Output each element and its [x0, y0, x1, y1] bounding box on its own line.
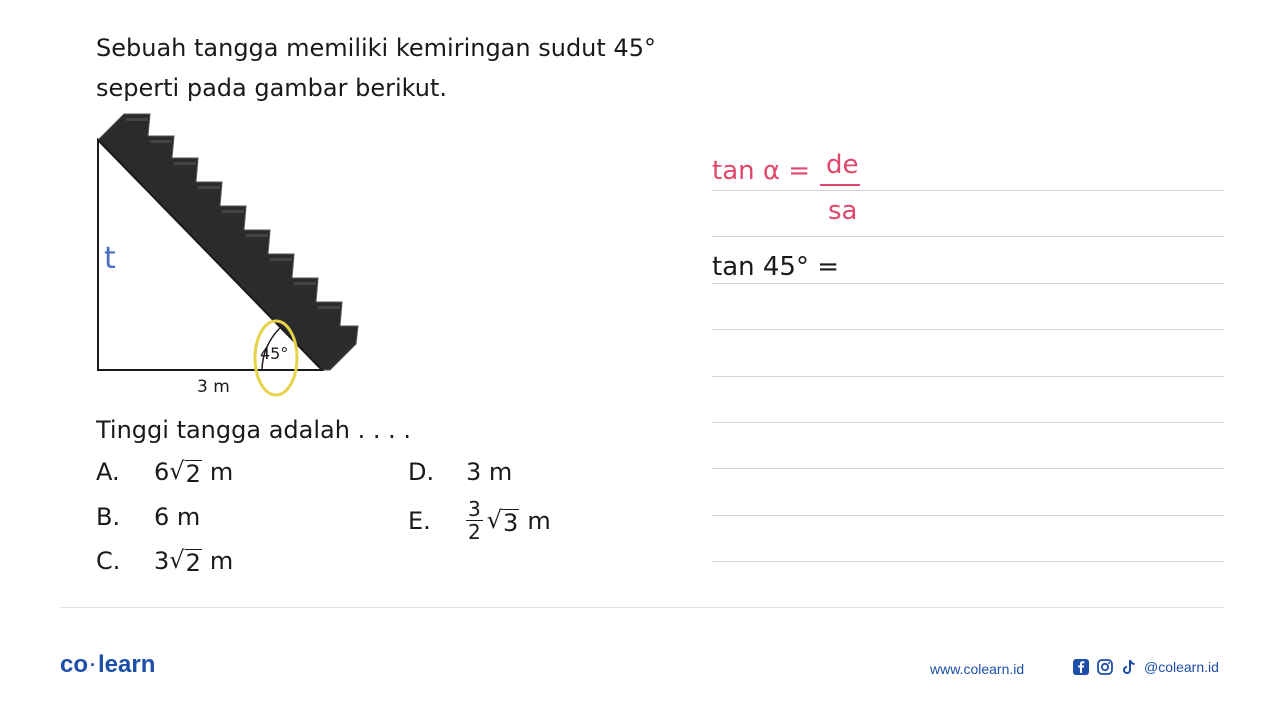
option-e-unit: m [527, 506, 551, 535]
option-c-unit: m [209, 547, 234, 575]
option-a[interactable] [96, 456, 233, 488]
option-c-letter: C. [96, 547, 121, 575]
footer-divider [60, 607, 1224, 608]
prompt-text: Tinggi tangga adalah . . . . [96, 416, 411, 444]
option-c-coef: 3 [154, 547, 170, 575]
staircase-steps [98, 114, 358, 370]
handwritten-tan-45: tan 45° = [712, 252, 840, 282]
ruled-line [712, 283, 1224, 284]
brand-logo[interactable] [60, 651, 155, 679]
question-text [96, 28, 716, 108]
option-e-radicand: 3 [503, 508, 519, 537]
option-e-fraction [466, 498, 483, 543]
ruled-line [712, 515, 1224, 516]
handwritten-de: de [826, 150, 859, 180]
brand-left: co [60, 651, 89, 678]
facebook-icon[interactable] [1072, 658, 1090, 676]
option-e-letter: E. [408, 506, 431, 535]
tiktok-icon[interactable] [1120, 658, 1138, 676]
ruled-line [712, 236, 1224, 237]
option-b-letter: B. [96, 503, 121, 531]
instagram-icon[interactable] [1096, 658, 1114, 676]
ruled-line [712, 468, 1224, 469]
option-e-denominator: 2 [468, 520, 481, 544]
option-b[interactable] [96, 501, 200, 533]
handwritten-sa: sa [828, 196, 858, 226]
website-link[interactable]: www.colearn.id [930, 661, 1025, 677]
ruled-line [712, 190, 1224, 191]
question-line-2: seperti pada gambar berikut. [96, 74, 448, 102]
height-label: t [104, 241, 116, 276]
option-a-letter: A. [96, 458, 120, 486]
option-c-radicand: 2 [185, 549, 201, 577]
brand-right: learn [98, 651, 156, 678]
ruled-line [712, 561, 1224, 562]
ruled-line [712, 329, 1224, 330]
option-a-coef: 6 [154, 458, 170, 486]
handwritten-tan-alpha: tan α = [712, 156, 811, 186]
option-d-text: 3 m [466, 458, 513, 486]
ruled-line [712, 376, 1224, 377]
ruled-line [712, 422, 1224, 423]
base-label: 3 m [197, 377, 230, 397]
option-a-radicand: 2 [185, 460, 201, 488]
social-handle[interactable]: @colearn.id [1144, 659, 1219, 675]
brand-dot: · [90, 655, 97, 676]
staircase-figure [90, 108, 380, 398]
option-d-letter: D. [408, 458, 435, 486]
handwritten-fraction-bar [820, 184, 860, 186]
option-c[interactable] [96, 545, 233, 577]
option-e-radical: √ 3 [486, 505, 519, 537]
question-line-1: Sebuah tangga memiliki kemiringan sudut 45° [96, 34, 656, 62]
social-links [1072, 658, 1219, 676]
option-e-numerator: 3 [468, 497, 481, 521]
option-a-radical: √ 2 [169, 457, 201, 488]
option-e[interactable] [408, 498, 551, 543]
option-c-radical: √ 2 [169, 546, 201, 577]
angle-label: 45° [260, 344, 289, 363]
option-d[interactable] [408, 456, 512, 488]
option-a-unit: m [209, 458, 234, 486]
option-b-text: 6 m [154, 503, 201, 531]
